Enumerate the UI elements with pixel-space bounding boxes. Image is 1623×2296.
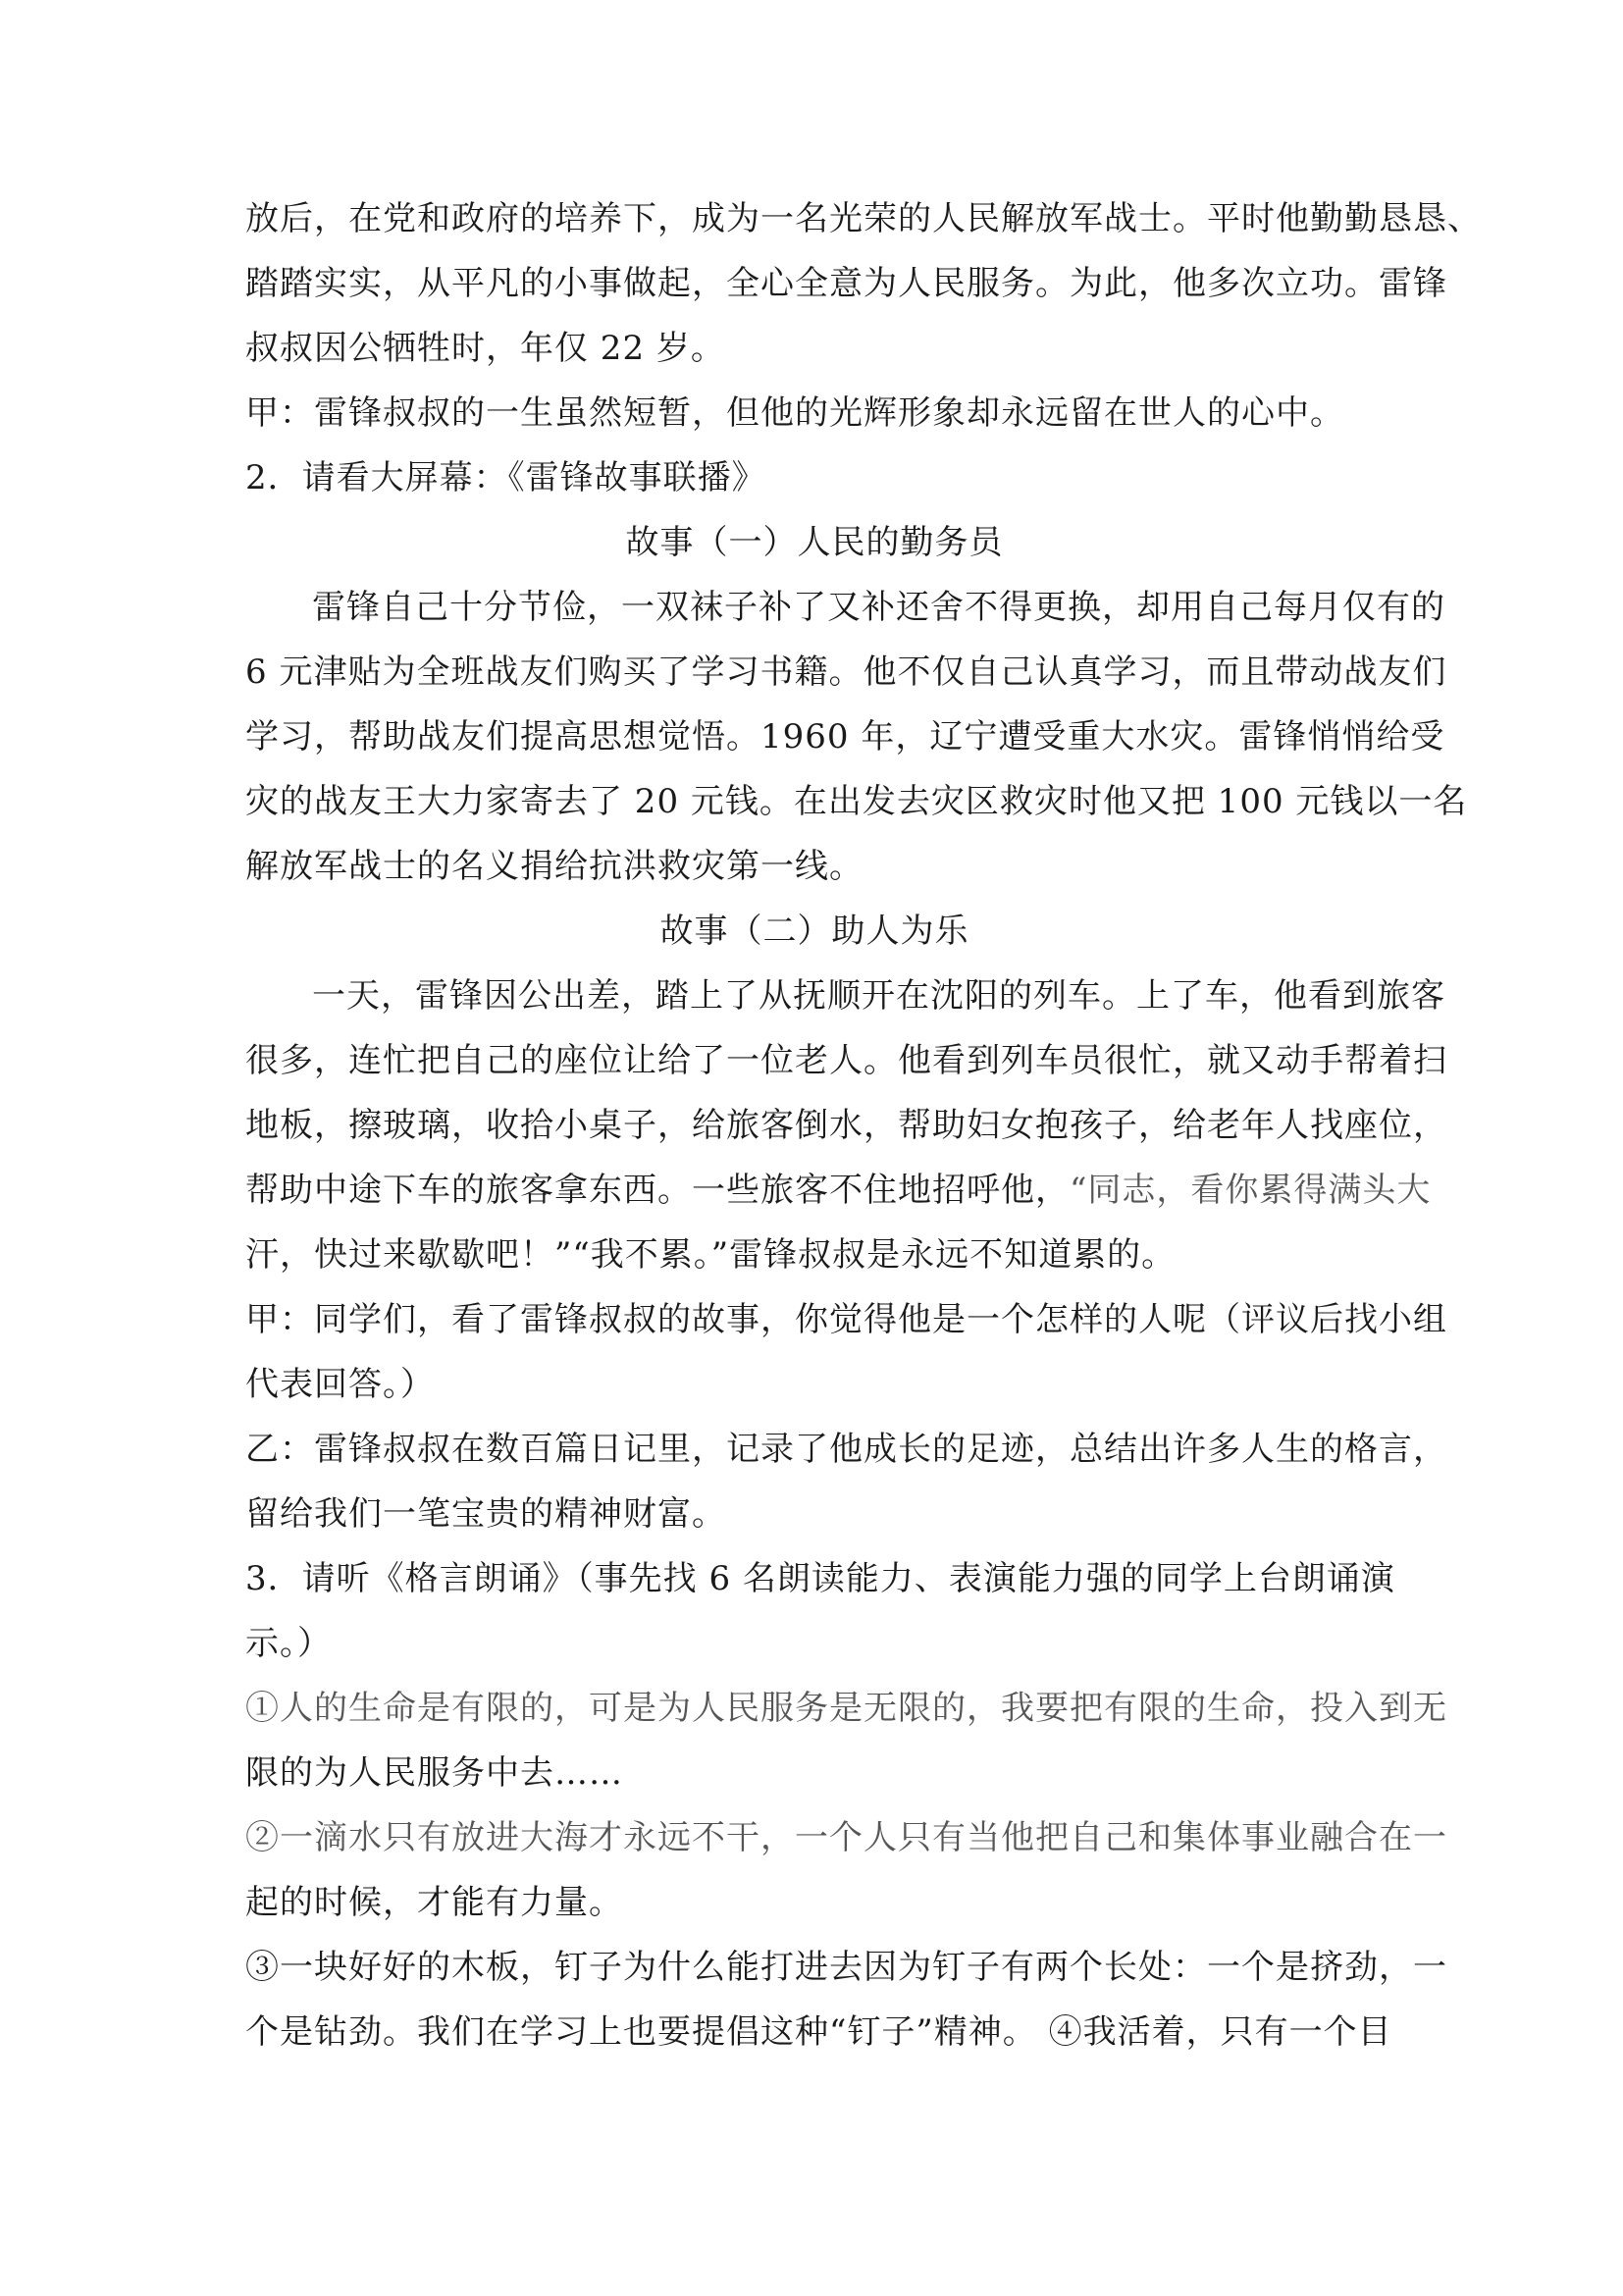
section-heading: 2．请看大屏幕：《雷锋故事联播》 [245, 458, 766, 497]
paragraph-line: 叔叔因公牺牲时，年仅 22 岁。 [245, 329, 725, 368]
paragraph-line: 雷锋自己十分节俭，一双袜子补了又补还舍不得更换，却用自己每月仅有的 [312, 588, 1445, 627]
dialogue-line: 乙：雷锋叔叔在数百篇日记里，记录了他成长的足迹，总结出许多人生的格言， [245, 1430, 1447, 1469]
paragraph-line: 6 元津贴为全班战友们购买了学习书籍。他不仅自己认真学习，而且带动战友们 [245, 652, 1447, 692]
motto-line: ②一滴水只有放进大海才永远不干，一个人只有当他把自己和集体事业融合在一 [245, 1818, 1447, 1857]
dialogue-line: 甲：同学们，看了雷锋叔叔的故事，你觉得他是一个怎样的人呢（评议后找小组 [245, 1300, 1447, 1339]
paragraph-line [245, 1158, 1432, 1223]
motto-line: ①人的生命是有限的，可是为人民服务是无限的，我要把有限的生命，投入到无 [245, 1689, 1447, 1728]
paragraph-line: 灾的战友王大力家寄去了 20 元钱。在出发去灾区救灾时他又把 100 元钱以一名 [245, 782, 1468, 821]
dialogue-line: 甲：雷锋叔叔的一生虽然短暂，但他的光辉形象却永远留在世人的心中。 [245, 393, 1344, 433]
section-heading: 示。） [245, 1624, 332, 1663]
section-heading: 3．请听《格言朗诵》（事先找 6 名朗读能力、表演能力强的同学上台朗诵演 [245, 1559, 1395, 1598]
dialogue-line: 留给我们一笔宝贵的精神财富。 [245, 1494, 726, 1534]
paragraph-line: 放后，在党和政府的培养下，成为一名光荣的人民解放军战士。平时他勤勤恳恳、 [245, 199, 1482, 238]
quoted-speech: “同志，看你累得满头大 [1070, 1171, 1432, 1210]
dialogue-line: 代表回答。） [245, 1365, 435, 1404]
motto-line: 限的为人民服务中去…… [245, 1753, 623, 1793]
paragraph-line: 一天，雷锋因公出差，踏上了从抚顺开在沈阳的列车。上了车，他看到旅客 [312, 976, 1445, 1016]
motto-line: 个是钻劲。我们在学习上也要提倡这种“钉子”精神。 ④我活着，只有一个目 [245, 2012, 1392, 2052]
document-page [245, 186, 1482, 2064]
paragraph-line: 汗，快过来歇歇吧！”“我不累。”雷锋叔叔是永远不知道累的。 [245, 1235, 1177, 1275]
paragraph-line: 踏踏实实，从平凡的小事做起，全心全意为人民服务。为此，他多次立功。雷锋 [245, 264, 1447, 303]
story-title: 故事（二）助人为乐 [659, 912, 969, 951]
paragraph-line: 很多，连忙把自己的座位让给了一位老人。他看到列车员很忙，就又动手帮着扫 [245, 1041, 1447, 1080]
paragraph-line: 解放军战士的名义捐给抗洪救灾第一线。 [245, 847, 864, 886]
paragraph-text: 帮助中途下车的旅客拿东西。一些旅客不住地招呼他， [245, 1171, 1070, 1210]
paragraph-line: 地板，擦玻璃，收拾小桌子，给旅客倒水，帮助妇女抱孩子，给老年人找座位， [245, 1106, 1447, 1145]
paragraph-line: 学习，帮助战友们提高思想觉悟。1960 年，辽宁遭受重大水灾。雷锋悄悄给受 [245, 717, 1445, 757]
story-title: 故事（一）人民的勤务员 [625, 523, 1004, 562]
motto-line: ③一块好好的木板，钉子为什么能打进去因为钉子有两个长处：一个是挤劲，一 [245, 1948, 1447, 1987]
motto-line: 起的时候，才能有力量。 [245, 1883, 623, 1922]
